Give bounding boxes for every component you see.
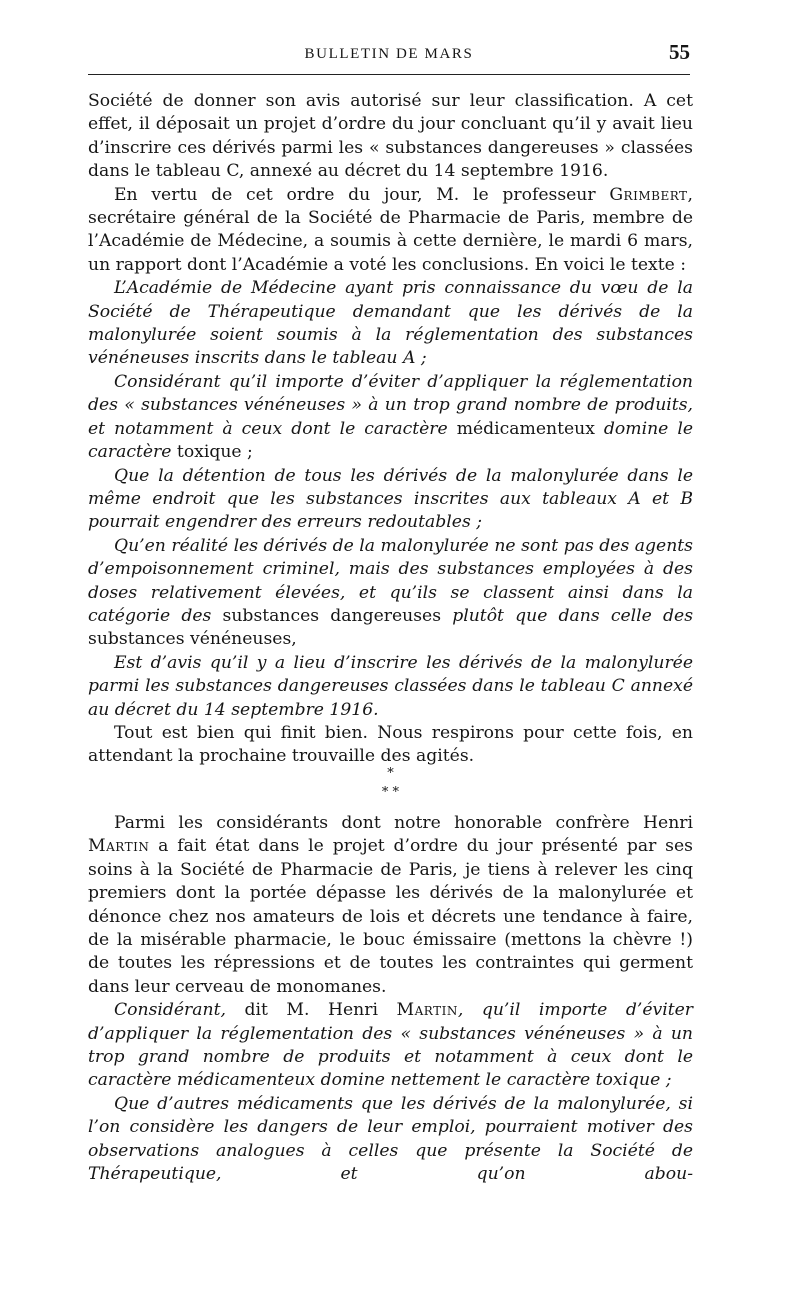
text-run: Parmi les considérants dont notre honorable confrère Henri	[114, 813, 693, 833]
paragraph: Société de donner son avis autorisé sur leur classification. A cet effet, il déposait un projet d’ordre du jour concluant qu’il y avait lieu d’inscrire ces dérivés parmi les « substances dangereuses » classées dans le tableau C, annexé au décret du 14 septembre 1916.	[88, 91, 693, 182]
text-run: substances vénéneuses,	[88, 629, 297, 650]
text-run: domine le caractère	[88, 418, 693, 463]
body-text	[88, 90, 694, 1185]
header-rule	[88, 74, 690, 75]
text-run: Considérant qu’il importe d’éviter d’appliquer la réglementation des « substances vénéneuses » à un trop grand nombre de produits, et notamment à ceux dont le caractère	[88, 371, 693, 439]
quoted-paragraph	[88, 999, 693, 1093]
text-run: plutôt que dans celle des	[441, 605, 694, 626]
quoted-paragraph	[88, 535, 693, 652]
author-name: Martin	[396, 1000, 458, 1021]
text-run: dit M. Henri	[244, 1000, 397, 1021]
text-run: Considérant,	[114, 1000, 245, 1021]
quoted-paragraph: Est d’avis qu’il y a lieu d’inscrire les dérivés de la malonylurée parmi les substances dangereuses classées dans le tableau C annexé au décret du 14 septembre 1916.	[88, 652, 693, 720]
paragraph	[88, 184, 693, 278]
second-section	[88, 812, 693, 1187]
text-run: substances dangereuses	[222, 605, 442, 626]
quoted-paragraph	[88, 371, 693, 465]
author-name: Martin	[88, 836, 150, 857]
running-title: BULLETIN DE MARS	[304, 46, 474, 62]
text-run: En vertu de cet ordre du jour, M. le professeur	[114, 184, 610, 205]
author-name: Grimbert	[609, 184, 688, 205]
asterism-separator	[88, 762, 693, 802]
page-number: 55	[669, 40, 690, 64]
quoted-paragraph: Que d’autres médicaments que les dérivés de la malonylurée, si l’on considère les dangers de leur emploi, pourraient motiver des observations analogues à celles que présente la Société de Thérapeutique, et qu’on abou-	[88, 1093, 693, 1185]
text-run: médicamenteux	[456, 418, 595, 439]
asterism-top: *	[387, 766, 394, 781]
text-run: a fait état dans le projet d’ordre du jour présenté par ses soins à la Société de Pharmacie de Paris, je tiens à relever les cinq premiers dont la portée dépasse les dérivés de la malonylurée et dénonce chez nos amateurs de lois et décrets une tendance à faire, de la misérable pharmacie, le bouc émissaire (mettons la chèvre !) de toutes les répressions et de toutes les contraintes qui germent dans leur cerveau de monomanes.	[88, 836, 693, 997]
text-run: , qu’il importe d’éviter d’appliquer la réglementation des « substances vénéneuses » à un trop grand nombre de produits et notamment à ceux dont le caractère médicamenteux domine nettement le caractère toxique ;	[88, 1000, 693, 1091]
paragraph: Tout est bien qui finit bien. Nous respirons pour cette fois, en attendant la prochaine trouvaille des agités.	[88, 722, 693, 767]
quoted-paragraph: L’Académie de Médecine ayant pris connaissance du vœu de la Société de Thérapeutique demandant que les dérivés de la malonylurée soient soumis à la réglementation des substances vénéneuses inscrits dans le tableau A ;	[88, 278, 693, 369]
text-run: , secrétaire général de la Société de Pharmacie de Paris, membre de l’Académie de Médecine, a soumis à cette dernière, le mardi 6 mars, un rapport dont l’Académie a voté les conclusions. En voici le texte :	[88, 184, 693, 275]
asterism-bottom: * *	[381, 785, 400, 800]
page-header	[88, 40, 690, 68]
text-run: toxique ;	[176, 442, 253, 463]
text-run: Qu’en réalité les dérivés de la malonylurée ne sont pas des agents d’empoisonnement criminel, mais des substances employées à des doses relativement élevées, et qu’ils se classent ainsi dans la catégorie des	[88, 535, 693, 626]
paragraph	[88, 812, 693, 999]
quoted-paragraph: Que la détention de tous les dérivés de la malonylurée dans le même endroit que les substances inscrites aux tableaux A et B pourrait engendrer des erreurs redoutables ;	[88, 465, 693, 533]
